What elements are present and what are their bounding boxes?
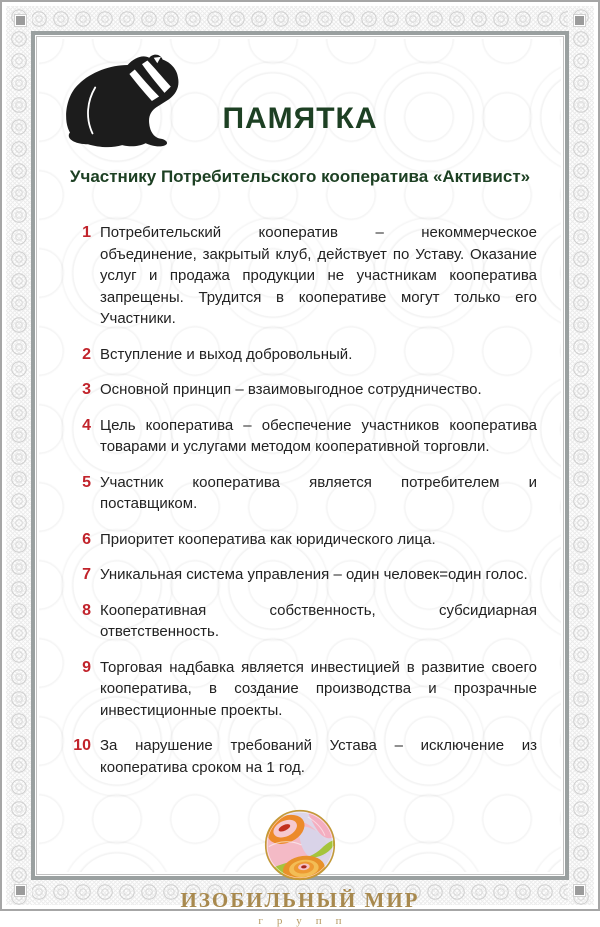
item-text: За нарушение требований Устава – исключение из кооператива сроком на 1 год. <box>100 737 537 776</box>
border-corner-square <box>15 885 26 896</box>
list-item <box>65 415 537 458</box>
item-text: Приоритет кооператива как юридического лица. <box>100 530 436 548</box>
list-item <box>65 657 537 722</box>
item-number: 3 <box>82 381 91 398</box>
list-item <box>65 735 537 778</box>
badger-icon <box>61 47 187 155</box>
rules-list <box>39 222 561 778</box>
item-text: Цель кооператива – обеспечение участников кооператива товарами и услугами методом кооперативной торговли. <box>100 416 537 455</box>
item-text: Участник кооператива является потребителем и поставщиком. <box>100 473 537 512</box>
item-text: Вступление и выход добровольный. <box>100 345 353 363</box>
list-item <box>65 600 537 643</box>
item-number: 1 <box>82 224 91 241</box>
lace-border-left <box>6 6 32 905</box>
list-item <box>65 222 537 330</box>
inner-frame-line <box>36 36 564 927</box>
border-corner-square <box>15 15 26 26</box>
item-number: 7 <box>82 566 91 583</box>
item-text: Торговая надбавка является инвестицией в развитие своего кооператива, в создание производства и прозрачные инвестиционные проекты. <box>100 658 537 719</box>
brand-footer <box>39 806 561 927</box>
lace-border-top <box>6 6 594 32</box>
border-corner-square <box>574 15 585 26</box>
item-number: 8 <box>82 601 91 619</box>
border-corner-square <box>574 885 585 896</box>
item-number: 6 <box>82 530 91 548</box>
list-item <box>65 344 537 366</box>
list-item <box>65 472 537 515</box>
item-text: Потребительский кооператив – некоммерческое объединение, закрытый клуб, действует по Уставу. Оказание услуг и продажа продукции не участникам кооператива запрещены. Трудится в кооперативе могут только его Участники. <box>100 224 537 327</box>
item-number: 5 <box>82 473 91 491</box>
item-number: 4 <box>82 416 91 434</box>
lace-border-right <box>568 6 594 905</box>
marbled-sphere-icon <box>261 806 339 884</box>
inner-frame <box>31 31 569 927</box>
item-number: 10 <box>73 737 91 754</box>
page-subtitle: Участнику Потребительского кооператива «Активист» <box>69 167 531 186</box>
item-text: Кооперативная собственность, субсидиарная ответственность. <box>100 601 537 640</box>
item-number: 9 <box>82 658 91 676</box>
item-number: 2 <box>82 345 91 363</box>
brand-name: ИЗОБИЛЬНЫЙ МИР <box>180 888 420 912</box>
list-item <box>65 564 537 586</box>
list-item <box>65 379 537 401</box>
list-item <box>65 529 537 551</box>
brand-subname: групп <box>258 915 356 927</box>
page-title: ПАМЯТКА <box>222 102 378 135</box>
item-text: Основной принцип – взаимовыгодное сотрудничество. <box>100 381 482 398</box>
memo-content <box>39 39 561 927</box>
item-text: Уникальная система управления – один человек=один голос. <box>100 566 528 583</box>
